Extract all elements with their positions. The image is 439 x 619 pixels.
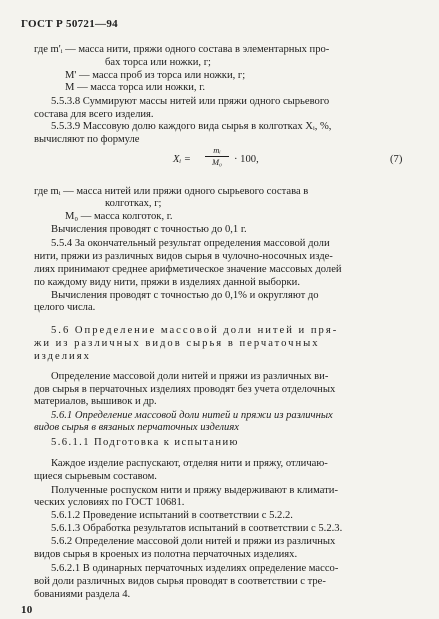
text-line: Вычисления проводят с точностью до 0,1 г. <box>51 224 247 235</box>
text-line: вой доли различных видов сырья проводят в соответствии с тре- <box>34 576 326 587</box>
text-line: 5.5.4 За окончательный результат определения массовой доли <box>51 238 330 249</box>
formula-denominator: M₀ <box>211 157 223 167</box>
text-line: целого числа. <box>34 302 96 313</box>
subsection-heading: 5.6.1.1 Подготовка к испытанию <box>51 437 239 448</box>
text-line: 5.5.3.9 Массовую долю каждого вида сырья в колготках Xᵢ, %, <box>51 121 332 132</box>
formula-fraction <box>205 146 229 167</box>
formula-lhs: Xᵢ = <box>173 154 191 165</box>
text-line: бованиями раздела 4. <box>34 589 131 600</box>
text-line: 5.5.3.8 Суммируют массы нитей или пряжи одного сырьевого <box>51 96 330 107</box>
text-line: по каждому виду нити, пряжи в изделиях данной выборки. <box>34 277 300 288</box>
text-line: 5.6.2.1 В одинарных перчаточных изделиях определение массо- <box>51 563 339 574</box>
text-line: Вычисления проводят с точностью до 0,1% и округляют до <box>51 290 319 301</box>
text-line: где mᵢ — масса нитей или пряжи одного сырьевого состава в <box>34 186 309 197</box>
formula-number: (7) <box>390 154 403 165</box>
text-line: Каждое изделие распускают, отделяя нити и пряжу, отличаю- <box>51 458 328 469</box>
text-line: ческих условиях по ГОСТ 10681. <box>34 497 185 508</box>
text-line: Полученные роспуском нити и пряжу выдерживают в климати- <box>51 485 338 496</box>
text-line: вычисляют по формуле <box>34 134 140 145</box>
text-line: 5.6.1.3 Обработка результатов испытаний в соответствии с 5.2.3. <box>51 523 343 534</box>
formula-numerator: mᵢ <box>213 145 221 155</box>
subsection-heading-text: 5.6.1 Определение массовой доли нитей и пряжи из различных <box>51 410 333 421</box>
formula-rhs: · 100, <box>234 154 259 165</box>
text-line: где m'ᵢ — масса нити, пряжи одного состава в элементарных про- <box>34 44 330 55</box>
text-line: щиеся сырьевым составом. <box>34 471 157 482</box>
text-line: 5.6.1.2 Проведение испытаний в соответствии с 5.2.2. <box>51 510 293 521</box>
text-line: M' — масса проб из торса или ножки, г; <box>65 70 246 81</box>
subsection-heading: видов сырья в вязаных перчаточных изделиях <box>34 422 239 433</box>
text-line: 5.6.2 Определение массовой доли нитей и пряжи из различных <box>51 536 336 547</box>
section-heading: жи из различных видов сырья в перчаточных <box>34 338 320 349</box>
text-line: колготках, г; <box>105 198 162 209</box>
page-header: ГОСТ Р 50721—94 <box>21 18 118 30</box>
text-line: лиях принимают среднее арифметическое значение массовых долей <box>34 264 342 275</box>
text-line: материалов, вышивок и др. <box>34 396 157 407</box>
text-line: видов сырья в кроеных из полотна перчаточных изделиях. <box>34 549 298 560</box>
section-heading: изделиях <box>34 351 91 362</box>
text-line: дов сырья в перчаточных изделиях проводят без учета отделочных <box>34 384 336 395</box>
section-heading: 5.6 Определение массовой доли нитей и пря- <box>51 325 339 336</box>
text-line: M — масса торса или ножки, г. <box>65 82 205 93</box>
text-line: состава для всего изделия. <box>34 109 154 120</box>
text-line: Определение массовой доли нитей и пряжи из различных ви- <box>51 371 329 382</box>
page-number: 10 <box>21 604 33 616</box>
text-line: M₀ — масса колготок, г. <box>65 211 173 222</box>
text-line: нити, пряжи из различных видов сырья в чулочно-носочных изде- <box>34 251 333 262</box>
text-line: бах торса или ножки, г; <box>105 57 211 68</box>
